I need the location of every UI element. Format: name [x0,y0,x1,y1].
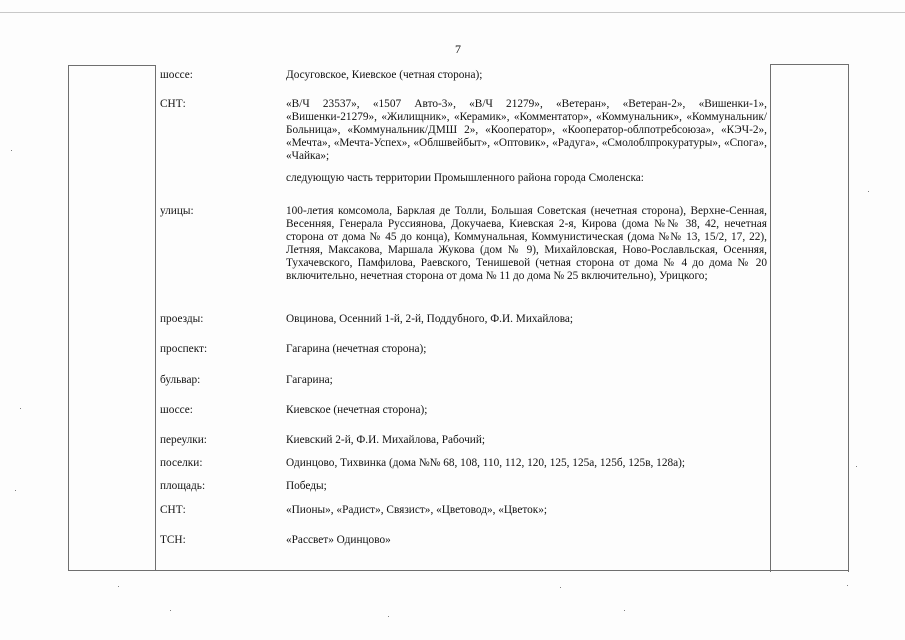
value-boulevard: Гагарина; [286,374,333,386]
term-tsn: ТСН: [160,534,186,546]
scan-speck [868,191,869,192]
scan-speck [20,408,21,409]
scan-speck [11,150,12,151]
scan-speck [856,466,857,467]
page-number: 7 [455,42,461,56]
frame-right-inner [770,64,771,572]
scan-speck [624,610,625,611]
value-passages: Овцинова, Осенний 1-й, 2-й, Поддубного, Ф.И. Михайлова; [286,313,574,325]
industrial-district-intro: следующую часть территории Промышленного района города Смоленска: [286,172,644,184]
frame-bottom [68,570,849,571]
term-snt-2: СНТ: [160,504,186,516]
term-highway-2: шоссе: [160,404,193,416]
value-settlements: Одинцово, Тихвинка (дома №№ 68, 108, 110, 112, 120, 125, 125а, 125б, 125в, 128а); [286,457,686,469]
value-highway-2: Киевское (нечетная сторона); [286,404,428,416]
term-highway: шоссе: [160,69,193,81]
scan-speck [118,586,119,587]
scan-edge-line [0,12,905,13]
value-highway: Досуговское, Киевское (четная сторона); [286,69,483,81]
value-snt: «В/Ч 23537», «1507 Авто-3», «В/Ч 21279», «Ветеран», «Ветеран-2», «Вишенки-1», «Вишенки-21279», «Жилищник», «Керамик», «Комментатор», «Коммунальник», «Коммунальник/Больница», «Коммунальник/ДМШ 2», «Кооператор», «Кооператор-облпотребсоюза», «КЭЧ-2», «Мечта», «Мечта-Успех», «Облшвейбыт», «Оптовик», «Радуга», «Смолоблпрокуратуры», «Спога», «Чайка»; [286,98,767,162]
term-boulevard: бульвар: [160,374,201,386]
scan-speck [560,587,561,588]
frame-left-inner [155,65,156,571]
term-prospect: проспект: [160,343,208,355]
value-lanes: Киевский 2-й, Ф.И. Михайлова, Рабочий; [286,434,486,446]
value-streets: 100-летия комсомола, Барклая де Толли, Большая Советская (нечетная сторона), Верхне-Сенная, Весенняя, Генерала Руссиянова, Докучаева, Киевская 2-я, Кирова (дома №№ 38, 42, нечетная сторона от дома № 45 до конца), Коммунальная, Коммунистическая (дома №№ 13, 15/2, 17, 22), Летняя, Максакова, Маршала Жукова (дом № 9), Михайловская, Ново-Рославльская, Осенняя, Тухачевского, Памфилова, Раевского, Тенишевой (четная сторона от дома № 4 до дома № 20 включительно, нечетная сторона от дома № 11 до дома № 25 включительно), Урицкого; [286,205,767,282]
value-tsn: «Рассвет» Одинцово» [286,534,391,546]
scan-speck [15,490,16,491]
term-snt: СНТ: [160,98,186,110]
term-lanes: переулки: [160,434,207,446]
scan-speck [388,616,389,617]
scan-speck [170,610,171,611]
term-passages: проезды: [160,313,204,325]
value-square: Победы; [286,480,327,492]
frame-top-right [770,64,849,65]
frame-right-outer [848,64,849,572]
term-streets: улицы: [160,205,194,217]
value-prospect: Гагарина (нечетная сторона); [286,343,427,355]
frame-left-outer [68,65,69,571]
value-snt-2: «Пионы», «Радист», Связист», «Цветовод», «Цветок»; [286,504,548,516]
term-settlements: поселки: [160,457,203,469]
frame-top-left [68,65,156,66]
term-square: площадь: [160,480,206,492]
scan-speck [847,585,848,586]
